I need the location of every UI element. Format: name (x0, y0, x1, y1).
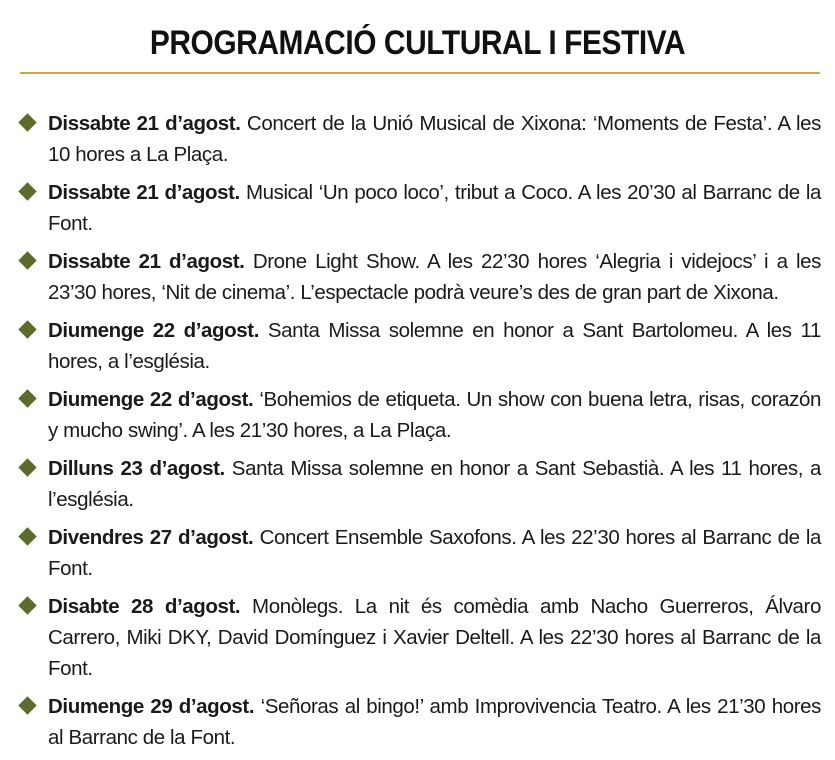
diamond-bullet-icon (18, 182, 36, 200)
diamond-bullet-icon (18, 320, 36, 338)
page-title: PROGRAMACIÓ CULTURAL I FESTIVA (149, 24, 686, 62)
list-item (0, 177, 835, 239)
event-date: Disabte 28 d’agost. (48, 595, 241, 618)
event-description: ‘Señoras al bingo!’ amb Improvivencia Teatro. A les 21’30 hores al Barranc de la Font. (48, 695, 821, 749)
list-item (0, 591, 835, 684)
event-description: Musical ‘Un poco loco’, tribut a Coco. A les 20’30 al Barranc de la Font. (48, 181, 821, 235)
event-date: Dissabte 21 d’agost. (48, 250, 245, 273)
event-date: Diumenge 29 d’agost. (48, 695, 255, 718)
event-date: Dilluns 23 d’agost. (48, 457, 225, 480)
event-list (0, 108, 835, 760)
diamond-bullet-icon (18, 251, 36, 269)
event-description: Santa Missa solemne en honor a Sant Sebastià. A les 11 hores, a l’església. (48, 457, 821, 511)
event-description: Concert de la Unió Musical de Xixona: ‘Moments de Festa’. A les 10 hores a La Plaça. (48, 112, 821, 166)
diamond-bullet-icon (18, 696, 36, 714)
diamond-bullet-icon (18, 458, 36, 476)
diamond-bullet-icon (18, 389, 36, 407)
event-date: Dissabte 21 d’agost. (48, 181, 240, 204)
event-date: Divendres 27 d’agost. (48, 526, 254, 549)
list-item (0, 108, 835, 170)
event-date: Diumenge 22 d’agost. (48, 319, 260, 342)
list-item (0, 246, 835, 308)
list-item (0, 453, 835, 515)
list-item (0, 384, 835, 446)
list-item (0, 315, 835, 377)
event-date: Dissabte 21 d’agost. (48, 112, 241, 135)
event-description: Drone Light Show. A les 22’30 hores ‘Alegria i videjocs’ i a les 23’30 hores, ‘Nit de cinema’. L’espectacle podrà veure’s des de gran part de Xixona. (48, 250, 822, 304)
event-description: Monòlegs. La nit és comèdia amb Nacho Guerreros, Álvaro Carrero, Miki DKY, David Domínguez i Xavier Deltell. A les 22’30 hores al Barranc de la Font. (48, 595, 821, 680)
list-item (0, 691, 835, 753)
list-item (0, 522, 835, 584)
event-description: Santa Missa solemne en honor a Sant Bartolomeu. A les 11 hores, a l’església. (48, 319, 821, 373)
diamond-bullet-icon (18, 113, 36, 131)
event-date: Diumenge 22 d’agost. (48, 388, 254, 411)
event-description: ‘Bohemios de etiqueta. Un show con buena letra, risas, corazón y mucho swing’. A les 21’30 hores, a La Plaça. (48, 388, 821, 442)
diamond-bullet-icon (18, 596, 36, 614)
title-divider (20, 72, 820, 74)
diamond-bullet-icon (18, 527, 36, 545)
event-description: Concert Ensemble Saxofons. A les 22’30 hores al Barranc de la Font. (48, 526, 821, 580)
